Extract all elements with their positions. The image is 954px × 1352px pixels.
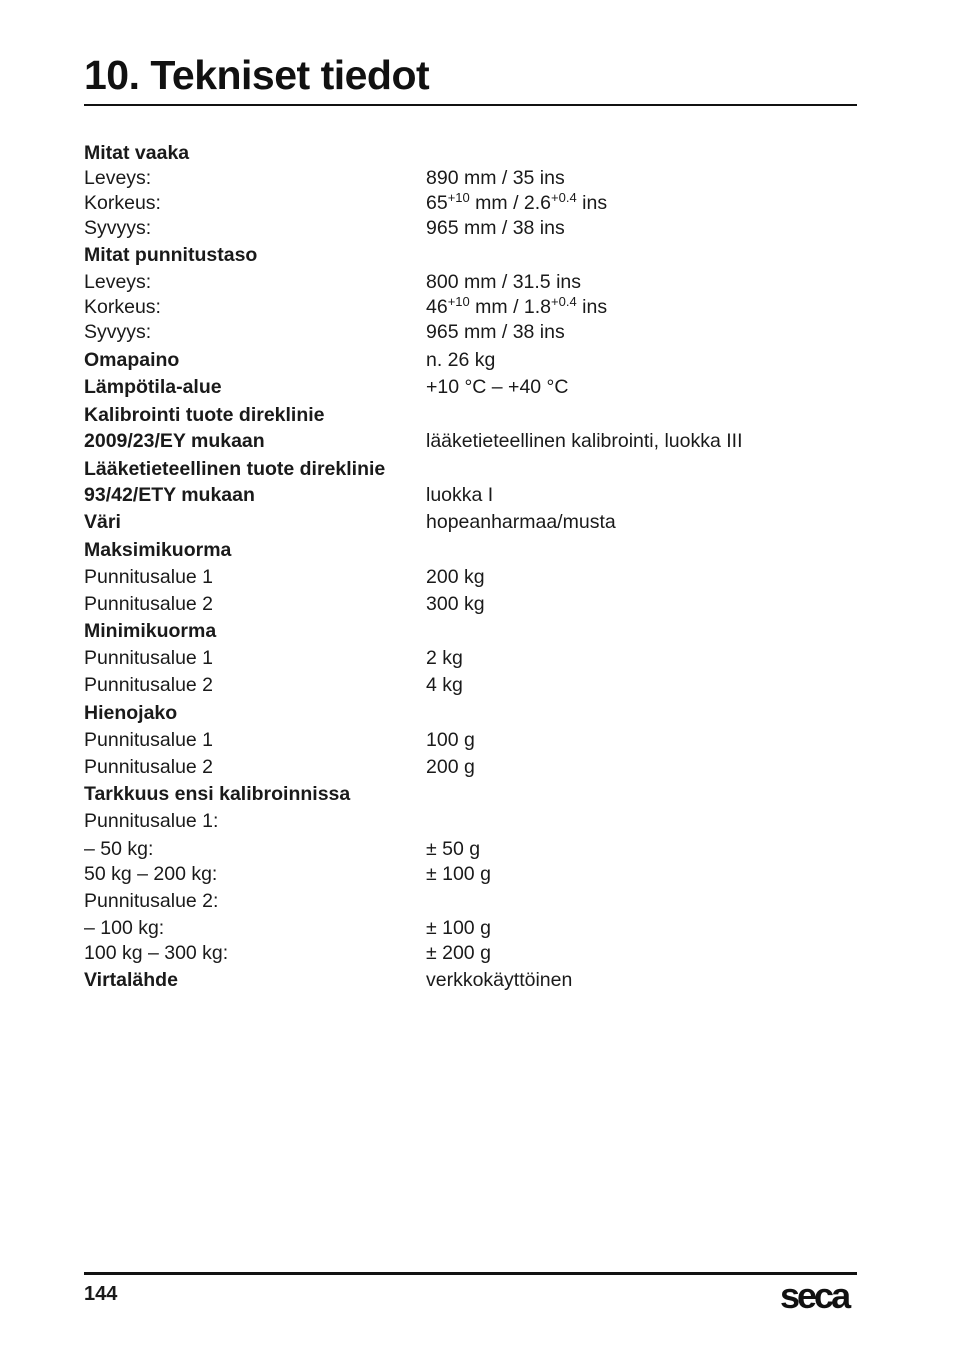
spec-value: 300 kg [426, 592, 485, 615]
spec-heading-label: Tarkkuus ensi kalibroinnissa [84, 783, 351, 806]
page-title: 10. Tekniset tiedot [84, 52, 430, 98]
spec-row [84, 216, 857, 241]
spec-heading-label: Mitat punnitustaso [84, 244, 258, 267]
spec-label: Syvyys: [84, 321, 152, 344]
spec-value: ± 100 g [426, 916, 491, 939]
spec-label: Punnitusalue 1 [84, 647, 214, 670]
spec-row [84, 510, 857, 535]
spec-value: 965 mm / 38 ins [426, 217, 565, 239]
seca-logo-text: seca [780, 1278, 849, 1314]
spec-label-line: Kalibrointi tuote direklinie [84, 403, 325, 426]
spec-label: Syvyys: [84, 217, 152, 239]
spec-row [84, 402, 857, 454]
spec-section-heading [84, 243, 857, 268]
spec-heading-label: Minimikuorma [84, 620, 217, 643]
spec-value-part: ins [576, 296, 608, 319]
spec-value-part: mm / 1.8 [469, 296, 552, 319]
spec-section-heading [84, 782, 857, 807]
spec-value-part: 65 [426, 192, 448, 214]
spec-row [84, 728, 857, 753]
spec-value: 200 kg [426, 565, 485, 588]
spec-value: 2 kg [426, 647, 463, 670]
spec-section-heading [84, 701, 857, 726]
spec-section-heading [84, 141, 857, 166]
spec-label: – 50 kg: [84, 837, 154, 860]
spec-row [84, 862, 857, 887]
spec-value: ± 50 g [426, 837, 481, 860]
spec-label: Punnitusalue 2: [84, 889, 219, 912]
spec-label: Punnitusalue 2 [84, 674, 214, 697]
spec-value [426, 191, 607, 216]
spec-label: Lämpötila-alue [84, 375, 222, 398]
spec-value: 200 g [426, 756, 475, 778]
spec-row [84, 191, 857, 216]
spec-table [84, 141, 857, 993]
spec-label: Leveys: [84, 167, 152, 189]
spec-label [84, 402, 426, 454]
spec-value: luokka I [426, 484, 494, 507]
tolerance-superscript: +0.4 [551, 294, 577, 310]
spec-row [84, 673, 857, 698]
spec-label: Korkeus: [84, 192, 161, 214]
spec-row [84, 348, 857, 373]
tolerance-superscript: +0.4 [551, 190, 577, 205]
spec-value: lääketieteellinen kalibrointi, luokka III [426, 429, 743, 452]
spec-value: hopeanharmaa/musta [426, 511, 616, 534]
spec-value-part: ins [576, 192, 608, 214]
spec-value-part: mm / 2.6 [469, 192, 552, 214]
spec-label: 100 kg – 300 kg: [84, 941, 229, 964]
spec-label: Virtalähde [84, 969, 178, 992]
spec-row [84, 889, 857, 914]
footer-divider [84, 1272, 857, 1275]
spec-label: Leveys: [84, 271, 152, 294]
spec-row [84, 941, 857, 966]
spec-row [84, 592, 857, 617]
spec-value: +10 °C – +40 °C [426, 375, 569, 398]
spec-label: – 100 kg: [84, 916, 165, 939]
spec-label-line: 2009/23/EY mukaan [84, 429, 265, 452]
spec-value [426, 295, 607, 320]
spec-label: Punnitusalue 1 [84, 728, 214, 751]
spec-value: 100 g [426, 728, 475, 751]
spec-label: Punnitusalue 1: [84, 810, 219, 833]
spec-row [84, 320, 857, 345]
spec-heading-label: Maksimikuorma [84, 538, 232, 561]
spec-value-part: 46 [426, 296, 448, 319]
spec-row [84, 565, 857, 590]
spec-value: verkkokäyttöinen [426, 969, 573, 992]
spec-label: Omapaino [84, 348, 180, 371]
spec-value: ± 200 g [426, 941, 491, 964]
spec-row [84, 916, 857, 941]
spec-label-line: 93/42/ETY mukaan [84, 484, 255, 507]
spec-value: 890 mm / 35 ins [426, 167, 565, 189]
spec-value: 965 mm / 38 ins [426, 321, 565, 344]
tolerance-superscript: +10 [447, 190, 470, 205]
spec-heading-label: Mitat vaaka [84, 142, 190, 164]
spec-row [84, 456, 857, 508]
spec-value: ± 100 g [426, 862, 491, 885]
spec-row [84, 166, 857, 191]
spec-row [84, 809, 857, 834]
spec-section-heading [84, 538, 857, 563]
spec-row [84, 837, 857, 862]
spec-label: 50 kg – 200 kg: [84, 862, 218, 885]
title-divider [84, 104, 857, 106]
spec-row [84, 968, 857, 993]
spec-value: 4 kg [426, 674, 463, 697]
spec-label: Punnitusalue 2 [84, 756, 214, 778]
spec-heading-label: Hienojako [84, 701, 178, 724]
spec-label [84, 456, 426, 508]
spec-label: Korkeus: [84, 296, 161, 319]
spec-row [84, 755, 857, 780]
spec-label-line: Lääketieteellinen tuote direklinie [84, 458, 386, 481]
spec-section-heading [84, 619, 857, 644]
spec-row [84, 646, 857, 671]
spec-label: Punnitusalue 1 [84, 565, 214, 588]
spec-row [84, 270, 857, 295]
page-number: 144 [84, 1283, 118, 1305]
spec-value: 800 mm / 31.5 ins [426, 271, 581, 294]
tolerance-superscript: +10 [447, 294, 470, 310]
spec-label: Punnitusalue 2 [84, 592, 214, 615]
spec-value: n. 26 kg [426, 348, 496, 371]
spec-row [84, 295, 857, 320]
seca-logo [780, 1278, 858, 1314]
spec-label: Väri [84, 511, 121, 534]
spec-row [84, 375, 857, 400]
